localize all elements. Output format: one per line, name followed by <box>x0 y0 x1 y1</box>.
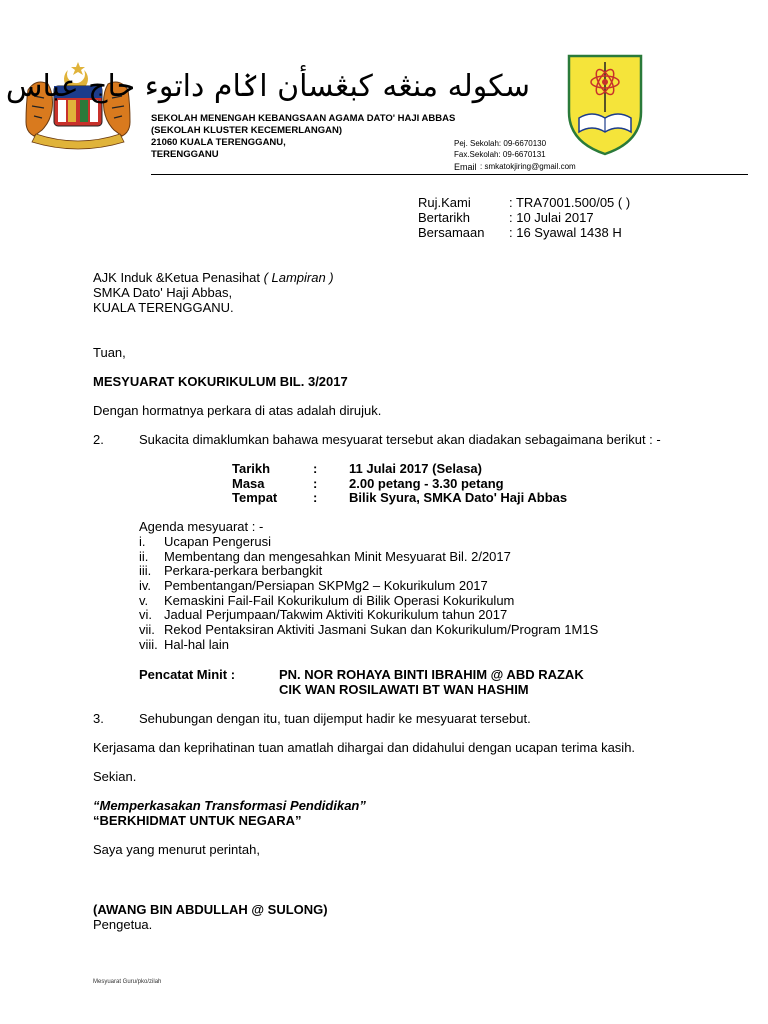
detail-value-time: 2.00 petang - 3.30 petang <box>349 476 504 491</box>
detail-value-venue: Bilik Syura, SMKA Dato' Haji Abbas <box>349 490 568 505</box>
agenda-item: Pembentangan/Persiapan SKPMg2 – Kokurikulum 2017 <box>164 578 488 593</box>
agenda-item: Kemaskini Fail-Fail Kokurikulum di Bilik Operasi Kokurikulum <box>164 593 515 608</box>
school-address-line1: 21060 KUALA TERENGGANU, <box>151 137 286 148</box>
agenda-item: Jadual Perjumpaan/Takwim Aktiviti Kokurikulum tahun 2017 <box>164 607 508 622</box>
agenda-number: iv. <box>139 578 152 593</box>
school-email: : smkatokjiring@gmail.com <box>480 162 576 171</box>
header-divider <box>151 174 748 175</box>
paragraph-4: Kerjasama dan keprihatinan tuan amatlah dihargai dan didahului dengan ucapan terima kasih. <box>93 740 636 755</box>
agenda-item: Membentang dan mengesahkan Minit Mesyuarat Bil. 2/2017 <box>164 549 511 564</box>
paragraph-2-number: 2. <box>93 432 104 447</box>
motto-1: “Memperkasakan Transformasi Pendidikan” <box>93 798 366 813</box>
recipient-attachment-note: ( Lampiran ) <box>263 270 334 285</box>
ref-label-rujukan: Ruj.Kami <box>418 195 471 210</box>
minute-taker-name-2: CIK WAN ROSILAWATI BT WAN HASHIM <box>279 682 529 697</box>
agenda-number: viii. <box>139 637 158 652</box>
detail-colon-time: : <box>313 476 318 491</box>
agenda-item: Rekod Pentaksiran Aktiviti Jasmani Sukan dan Kokurikulum/Program 1M1S <box>164 622 599 637</box>
agenda-number: iii. <box>139 563 152 578</box>
ref-label-bersamaan: Bersamaan <box>418 225 485 240</box>
paragraph-1: Dengan hormatnya perkara di atas adalah dirujuk. <box>93 403 382 418</box>
school-cluster: (SEKOLAH KLUSTER KECEMERLANGAN) <box>151 125 343 136</box>
school-phone: Pej. Sekolah: 09-6670130 <box>454 139 547 148</box>
signature-intro: Saya yang menurut perintah, <box>93 842 260 857</box>
ref-value-rujukan: : TRA7001.500/05 ( ) <box>509 195 631 210</box>
minute-taker-label: Pencatat Minit : <box>139 667 236 682</box>
agenda-number: v. <box>139 593 149 608</box>
footer-note: Mesyuarat Guru/pko/zilah <box>93 979 162 985</box>
agenda-item: Hal-hal lain <box>164 637 230 652</box>
agenda-number: vi. <box>139 607 152 622</box>
school-fax: Fax.Sekolah: 09-6670131 <box>454 150 546 159</box>
ref-label-tarikh: Bertarikh <box>418 210 471 225</box>
school-address-line2: TERENGGANU <box>151 149 219 160</box>
school-name: SEKOLAH MENENGAH KEBANGSAAN AGAMA DATO' HAJI ABBAS <box>151 113 456 124</box>
salutation: Tuan, <box>93 345 126 360</box>
motto-2: “BERKHIDMAT UNTUK NEGARA” <box>93 813 302 828</box>
agenda-number: ii. <box>139 549 149 564</box>
recipient-title: AJK Induk &Ketua Penasihat <box>93 270 264 285</box>
agenda-number: vii. <box>139 622 155 637</box>
agenda-title: Agenda mesyuarat : - <box>139 519 264 534</box>
detail-colon-date: : <box>313 461 318 476</box>
letter-subject: MESYUARAT KOKURIKULUM BIL. 3/2017 <box>93 374 348 389</box>
signatory-name: (AWANG BIN ABDULLAH @ SULONG) <box>93 902 328 917</box>
paragraph-3-text: Sehubungan dengan itu, tuan dijemput hadir ke mesyuarat tersebut. <box>139 711 531 726</box>
recipient-line2: SMKA Dato' Haji Abbas, <box>93 285 233 300</box>
signatory-position: Pengetua. <box>93 917 153 932</box>
ref-value-bersamaan: : 16 Syawal 1438 H <box>509 225 622 240</box>
detail-label-time: Masa <box>232 476 265 491</box>
paragraph-2-text: Sukacita dimaklumkan bahawa mesyuarat tersebut akan diadakan sebagaimana berikut : - <box>139 432 661 447</box>
minute-taker-name-1: PN. NOR ROHAYA BINTI IBRAHIM @ ABD RAZAK <box>279 667 584 682</box>
recipient-line1 <box>93 270 334 285</box>
paragraph-3-number: 3. <box>93 711 104 726</box>
agenda-item: Perkara-perkara berbangkit <box>164 563 323 578</box>
jawi-school-name: سکوله منڠه کبڠسأن اݢام داتوء حاج عباس <box>5 69 530 104</box>
detail-colon-venue: : <box>313 490 318 505</box>
detail-label-venue: Tempat <box>232 490 278 505</box>
email-label: Email <box>454 162 477 172</box>
ref-value-tarikh: : 10 Julai 2017 <box>509 210 594 225</box>
agenda-item: Ucapan Pengerusi <box>164 534 271 549</box>
recipient-line3: KUALA TERENGGANU. <box>93 300 234 315</box>
detail-label-date: Tarikh <box>232 461 271 476</box>
school-crest-logo <box>565 52 645 156</box>
closing: Sekian. <box>93 769 137 784</box>
detail-value-date: 11 Julai 2017 (Selasa) <box>349 461 482 476</box>
agenda-number: i. <box>139 534 146 549</box>
